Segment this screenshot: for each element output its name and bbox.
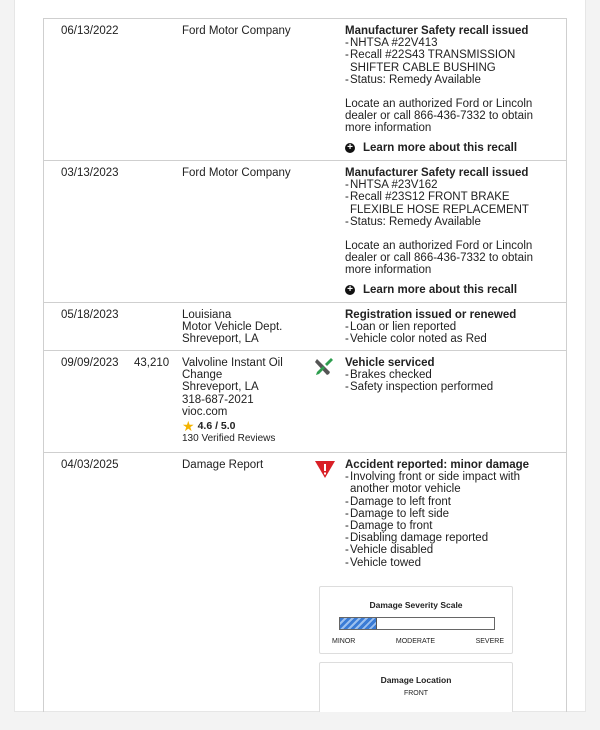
severity-title: Damage Severity Scale: [369, 600, 463, 610]
severity-label-severe: SEVERE: [475, 638, 504, 645]
source-line: Ford Motor Company: [182, 25, 291, 37]
record-details: [345, 309, 545, 346]
record-odometer: 43,210: [134, 357, 170, 369]
record-date: 03/13/2023: [61, 167, 119, 179]
record-items: [345, 179, 545, 228]
learn-more-link[interactable]: [345, 284, 545, 296]
record-items: [345, 321, 545, 345]
severity-fill: [340, 618, 377, 629]
list-item: - NHTSA #22V413: [345, 37, 545, 49]
list-item: - Vehicle color noted as Red: [345, 333, 545, 345]
table-row: [44, 18, 566, 160]
list-item: - Vehicle towed: [345, 557, 545, 569]
learn-more-label: Learn more about this recall: [363, 141, 518, 154]
record-source: [182, 25, 304, 37]
record-items: [345, 471, 545, 569]
list-item: - Damage to left front: [345, 496, 545, 508]
source-line: 318-687-2021: [182, 393, 254, 406]
record-title: Accident reported: minor damage: [345, 459, 530, 471]
record-items: [345, 37, 545, 86]
learn-more-label: Learn more about this recall: [363, 283, 518, 296]
record-date: 06/13/2022: [61, 25, 119, 37]
record-note: Locate an authorized Ford or Lincoln dealer or call 866-436-7332 to obtain more information: [345, 98, 533, 135]
list-item: - Status: Remedy Available: [345, 216, 545, 228]
list-item: - NHTSA #23V162: [345, 179, 545, 191]
table-row: [44, 160, 566, 302]
record-date: 04/03/2025: [61, 459, 119, 471]
severity-bar: [339, 617, 495, 630]
list-item: - Involving front or side impact with another motor vehicle: [345, 471, 545, 495]
table-row: [44, 350, 566, 452]
damage-location-box: [319, 662, 513, 712]
location-subtitle: FRONT: [403, 690, 429, 697]
source-line: Shreveport, LA: [182, 333, 259, 346]
source-line: Damage Report: [182, 459, 264, 471]
plus-circle-icon: +: [345, 285, 355, 295]
source-line: Shreveport, LA: [182, 381, 259, 394]
source-line: Motor Vehicle Dept.: [182, 321, 283, 334]
list-item: - Damage to left side: [345, 508, 545, 520]
history-table: [43, 18, 567, 712]
record-title: Manufacturer Safety recall issued: [345, 167, 529, 179]
list-item: - Recall #23S12 FRONT BRAKE FLEXIBLE HOSE REPLACEMENT: [345, 191, 545, 215]
rating: [182, 418, 304, 435]
list-item: - Status: Remedy Available: [345, 74, 545, 86]
wrench-screwdriver-icon: [314, 357, 340, 380]
warning-triangle-icon: [314, 459, 340, 482]
record-source: [182, 357, 304, 445]
damage-severity-scale: [319, 586, 513, 654]
list-item: - Vehicle disabled: [345, 544, 545, 556]
list-item: - Disabling damage reported: [345, 532, 545, 544]
source-line: Louisiana: [182, 309, 232, 321]
record-date: 09/09/2023: [61, 357, 119, 369]
list-item: - Safety inspection performed: [345, 381, 545, 393]
list-item: - Brakes checked: [345, 369, 545, 381]
severity-labels: [332, 636, 504, 648]
location-title: Damage Location: [380, 675, 452, 685]
list-item: - Loan or lien reported: [345, 321, 545, 333]
learn-more-link[interactable]: [345, 142, 545, 154]
reviews-link[interactable]: 130 Verified Reviews: [182, 433, 276, 445]
list-item: - Damage to front: [345, 520, 545, 532]
record-source: [182, 309, 304, 346]
rating-value: 4.6 / 5.0: [197, 420, 236, 433]
record-details: [345, 25, 545, 154]
plus-circle-icon: +: [345, 143, 355, 153]
record-title: Manufacturer Safety recall issued: [345, 25, 529, 37]
star-icon: ★: [182, 418, 195, 435]
severity-label-moderate: MODERATE: [395, 638, 436, 645]
source-line: vioc.com: [182, 405, 228, 418]
record-details: [345, 357, 545, 394]
record-title: Vehicle serviced: [345, 357, 435, 369]
record-date: 05/18/2023: [61, 309, 119, 321]
table-row: [44, 302, 566, 350]
record-details: [345, 459, 545, 569]
record-source: [182, 459, 304, 471]
record-note: Locate an authorized Ford or Lincoln dealer or call 866-436-7332 to obtain more information: [345, 240, 533, 277]
report-page: [14, 0, 586, 712]
source-line: Ford Motor Company: [182, 167, 291, 179]
table-row: [44, 452, 566, 710]
severity-label-minor: MINOR: [332, 638, 356, 645]
record-title: Registration issued or renewed: [345, 309, 517, 321]
record-source: [182, 167, 304, 179]
list-item: - Recall #22S43 TRANSMISSION SHIFTER CABLE BUSHING: [345, 49, 545, 73]
source-line: Valvoline Instant Oil Change: [182, 357, 283, 382]
record-items: [345, 369, 545, 393]
record-details: [345, 167, 545, 296]
